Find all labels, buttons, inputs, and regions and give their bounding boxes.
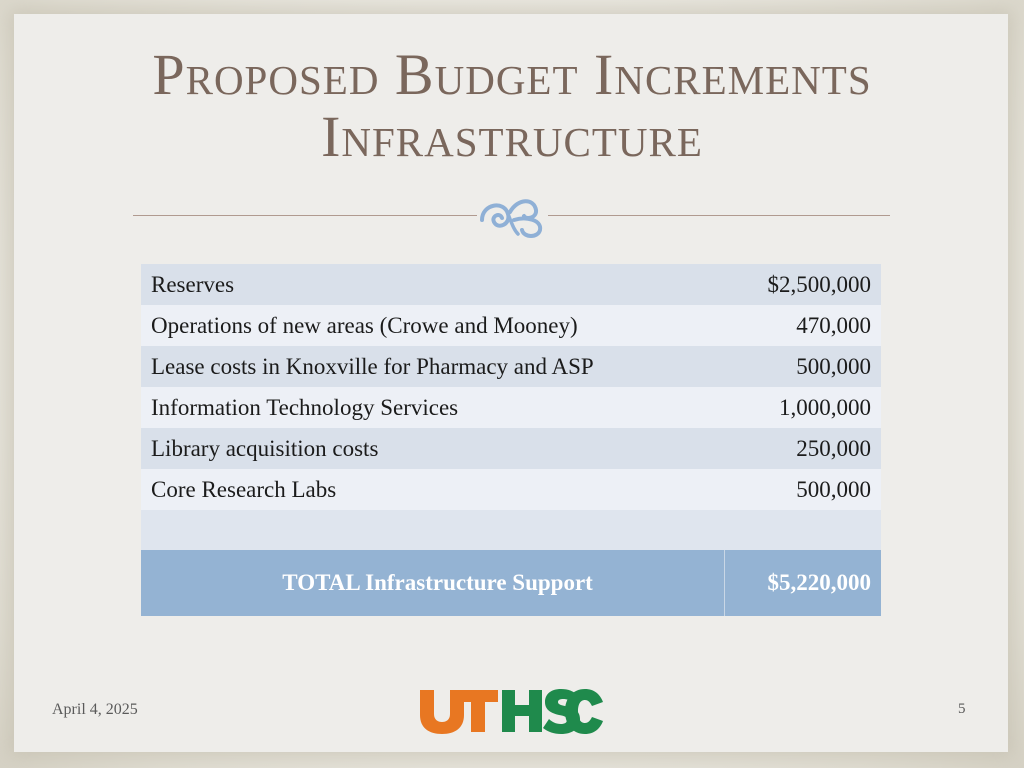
- row-amount: $2,500,000: [725, 264, 881, 305]
- row-amount: 500,000: [725, 346, 881, 387]
- spacer-cell: [141, 510, 725, 550]
- table-spacer-row: [141, 510, 881, 550]
- budget-table: [141, 264, 881, 616]
- row-item: Library acquisition costs: [141, 428, 725, 469]
- row-amount: 1,000,000: [725, 387, 881, 428]
- row-item: Reserves: [141, 264, 725, 305]
- total-amount: $5,220,000: [725, 550, 881, 616]
- spacer-cell: [725, 510, 881, 550]
- row-item: Core Research Labs: [141, 469, 725, 510]
- uthsc-logo: [418, 684, 604, 736]
- total-row: [141, 550, 881, 616]
- table-row: [141, 305, 881, 346]
- table-row: [141, 387, 881, 428]
- row-amount: 250,000: [725, 428, 881, 469]
- divider-rule-left: [133, 215, 477, 216]
- row-amount: 500,000: [725, 469, 881, 510]
- total-label: TOTAL Infrastructure Support: [141, 550, 725, 616]
- table-row: [141, 264, 881, 305]
- divider-rule-right: [548, 215, 890, 216]
- row-item: Information Technology Services: [141, 387, 725, 428]
- title-line-1: Proposed Budget Increments: [152, 42, 872, 107]
- budget-table-body: [141, 264, 881, 616]
- page-number: 5: [958, 701, 966, 717]
- row-item: Lease costs in Knoxville for Pharmacy and ASP: [141, 346, 725, 387]
- row-item: Operations of new areas (Crowe and Mooney): [141, 305, 725, 346]
- table-row: [141, 469, 881, 510]
- row-amount: 470,000: [725, 305, 881, 346]
- flourish-ornament-icon: [474, 190, 550, 240]
- slide-title: [60, 44, 964, 168]
- title-line-2: Infrastructure: [321, 104, 703, 169]
- table-row: [141, 346, 881, 387]
- table-row: [141, 428, 881, 469]
- footer-date: April 4, 2025: [52, 701, 138, 718]
